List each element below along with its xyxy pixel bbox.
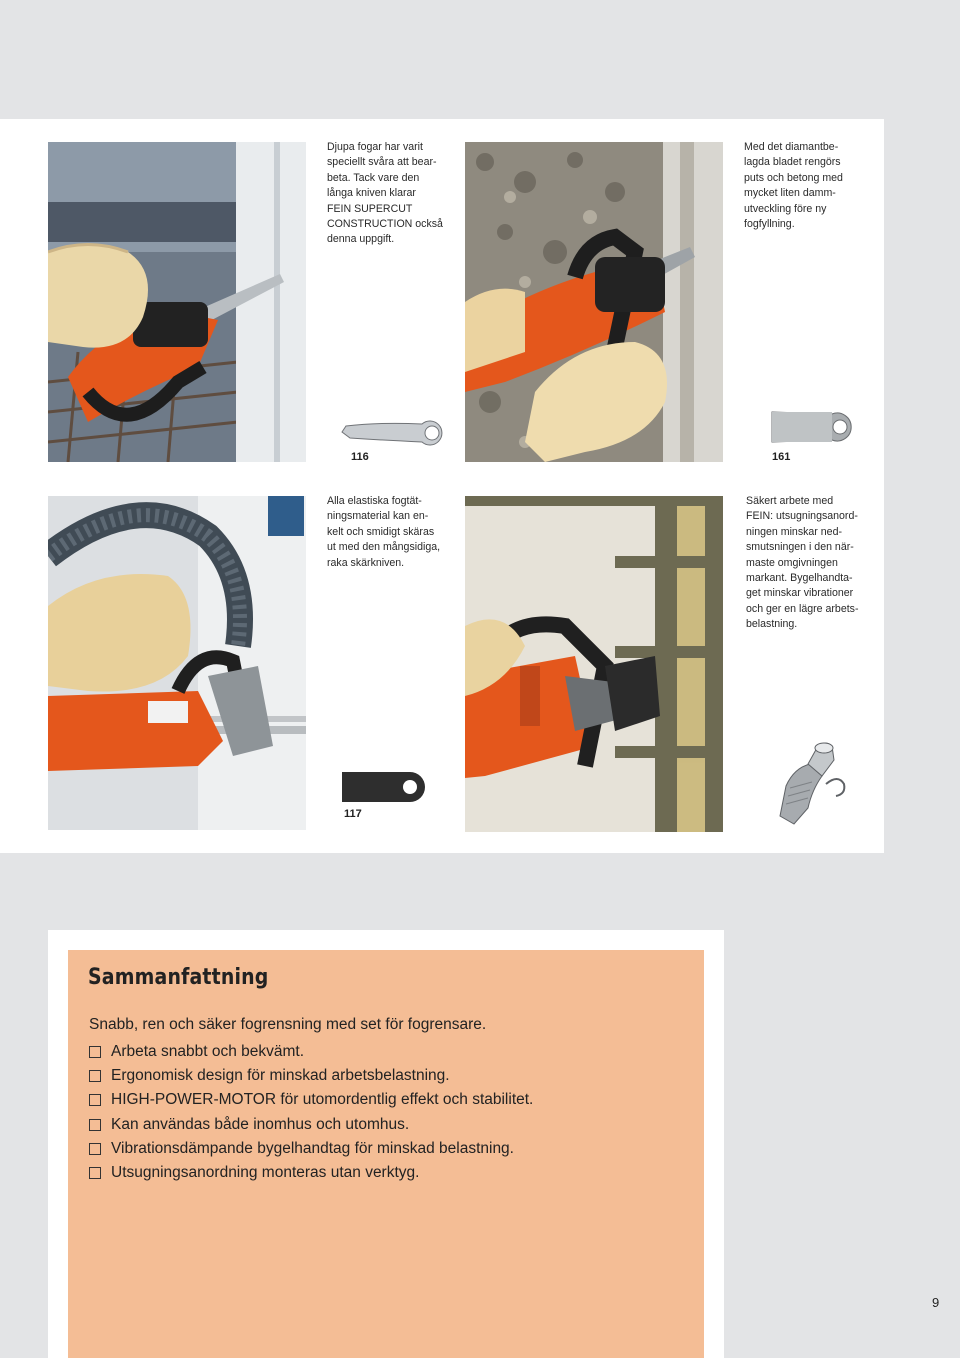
caption-bottom-left: Alla elastiska fogtät- ningsmaterial kan en- kelt och smidigt skäras ut med den mångsidiga, raka skärkniven. [327,495,441,569]
checkbox-icon [89,1094,101,1106]
extraction-adapter-icon [772,738,854,828]
summary-item: HIGH-POWER-MOTOR för utomordentlig effekt och stabilitet. [89,1088,533,1112]
blade-116-icon [340,414,446,448]
summary-item: Arbeta snabbt och bekvämt. [89,1040,533,1064]
caption-top-left: Djupa fogar har varit speciellt svåra att bear- beta. Tack vare den långa kniven klarar FEIN SUPERCUT CONSTRUCTION också denna uppgift. [327,141,443,246]
summary-list [89,1040,533,1185]
summary-intro: Snabb, ren och säker fogrensning med set för fogrensare. [89,1016,487,1033]
blade-161-icon [770,410,856,444]
summary-item: Utsugningsanordning monteras utan verktyg. [89,1161,533,1185]
checkbox-icon [89,1143,101,1155]
blade-117-label: 117 [344,808,362,820]
summary-item: Ergonomisk design för minskad arbetsbelastning. [89,1064,533,1088]
blade-117-icon [340,770,426,804]
caption-top-right: Med det diamantbe- lagda bladet rengörs puts och betong med mycket liten damm- utveckling före ny fogfyllning. [744,141,843,231]
caption-bottom-right: Säkert arbete med FEIN: utsugningsanord- ningen minskar ned- smutsningen i den när- maste omgivningen markant. Bygelhandta- get minskar vibrationer och ger en lägre arbets- belastning. [746,495,859,631]
blade-116-label: 116 [351,451,369,463]
photo-diamond-blade-cleaning [465,142,723,462]
summary-item: Vibrationsdämpande bygelhandtag för minskad belastning. [89,1137,533,1161]
checkbox-icon [89,1046,101,1058]
checkbox-icon [89,1070,101,1082]
checkbox-icon [89,1167,101,1179]
summary-title: Sammanfattning [88,965,269,990]
photo-deep-joint-cutting [48,142,306,462]
photo-dust-extraction [465,496,723,832]
summary-item: Kan användas både inomhus och utomhus. [89,1113,533,1137]
checkbox-icon [89,1119,101,1131]
photo-straight-knife-cutting [48,496,306,830]
page-number: 9 [932,1295,940,1310]
blade-161-label: 161 [772,451,791,463]
